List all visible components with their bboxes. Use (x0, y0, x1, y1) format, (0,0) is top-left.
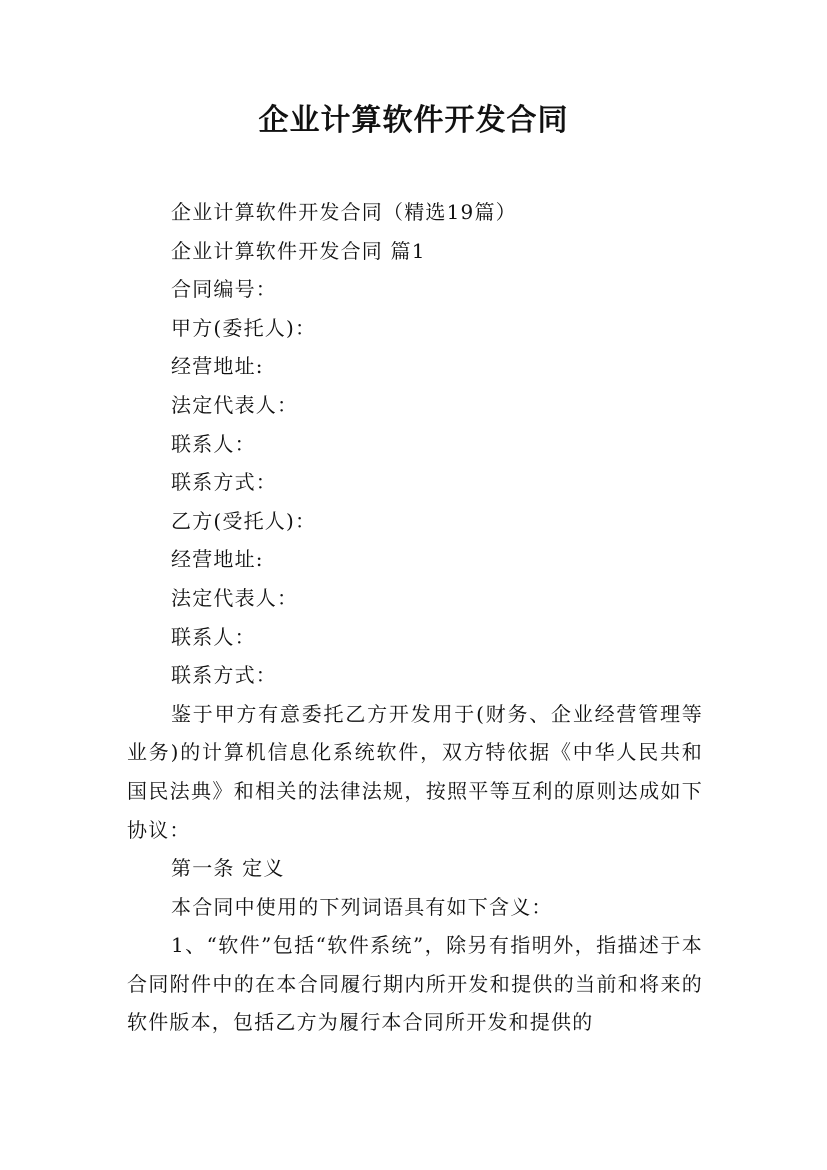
contract-number-field: 合同编号： (171, 277, 277, 302)
preamble-paragraph: 鉴于甲方有意委托乙方开发用于(财务、企业经营管理等业务)的计算机信息化系统软件，双方特依据《中华人民共和国民法典》和相关的法律法规，按照平等互利的原则达成如下协议： (127, 701, 703, 842)
party-a-label: 甲方(委托人)： (171, 315, 317, 340)
definition-paragraph: 1、“软件”包括“软件系统”，除另有指明外，指描述于本合同附件中的在本合同履行期内所开发和提供的当前和将来的软件版本，包括乙方为履行本合同所开发和提供的 (127, 933, 703, 1035)
party-a-contact-method-field: 联系方式： (171, 470, 277, 495)
party-b-label: 乙方(受托人)： (171, 508, 317, 533)
subtitle-line: 企业计算软件开发合同（精选19篇） (171, 200, 517, 224)
party-a-representative-field: 法定代表人： (171, 392, 299, 417)
party-b-contact-field: 联系人： (171, 624, 256, 649)
definition-intro: 本合同中使用的下列词语具有如下含义： (171, 894, 553, 919)
document-title: 企业计算软件开发合同 (258, 103, 569, 138)
party-a-contact-field: 联系人： (171, 431, 256, 456)
article-heading: 第一条 定义 (171, 856, 285, 881)
party-b-contact-method-field: 联系方式： (171, 663, 277, 688)
document-body (127, 193, 703, 1042)
party-b-representative-field: 法定代表人： (171, 585, 299, 610)
party-b-address-field: 经营地址: (171, 547, 264, 572)
section-title-line: 企业计算软件开发合同 篇1 (171, 238, 426, 263)
party-a-address-field: 经营地址: (171, 354, 264, 379)
